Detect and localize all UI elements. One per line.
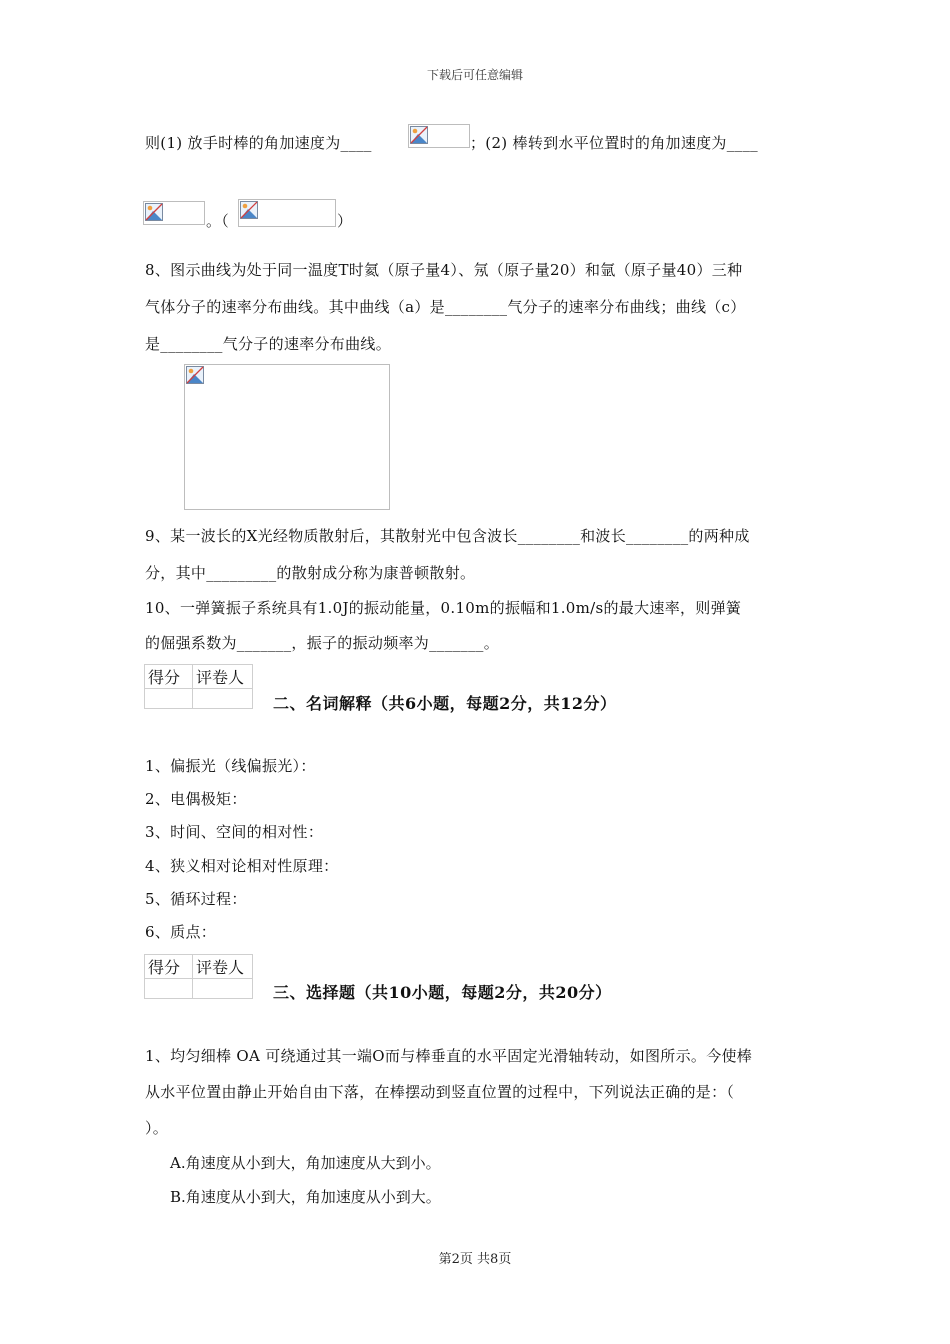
grader-cell [193, 689, 253, 709]
choice-q1-line-b: 从水平位置由静止开始自由下落，在棒摆动到竖直位置的过程中，下列说法正确的是：（ [145, 1083, 735, 1101]
formula-image-1 [408, 124, 470, 148]
q8-line-b: 气体分子的速率分布曲线。其中曲线（a）是________气分子的速率分布曲线；曲线（c） [145, 298, 746, 316]
term-item-5: 5、循环过程： [145, 890, 247, 908]
score-label: 得分 [145, 665, 193, 689]
q8-line-a: 8、图示曲线为处于同一温度T时氦（原子量4）、氖（原子量20）和氩（原子量40）三种 [145, 261, 743, 279]
q9-line-b: 分，其中_________的散射成分称为康普顿散射。 [145, 564, 476, 582]
section-2-title: 二、名词解释（共6小题，每题2分，共12分） [273, 694, 617, 713]
figure-image [184, 364, 390, 510]
score-cell [145, 689, 193, 709]
score-table-2 [144, 954, 253, 999]
formula-image-3 [238, 199, 336, 227]
term-item-4: 4、狭义相对论相对性原理： [145, 857, 339, 875]
q10-line-a: 10、一弹簧振子系统具有1.0J的振动能量，0.10m的振幅和1.0m/s的最大速率，则弹簧 [145, 599, 742, 617]
q9-line-a: 9、某一波长的X光经物质散射后，其散射光中包含波长________和波长________的两种成 [145, 527, 750, 545]
term-item-6: 6、质点： [145, 923, 217, 941]
line-1b: ；(2) 棒转到水平位置时的角加速度为____ [470, 134, 758, 152]
q8-line-c: 是________气分子的速率分布曲线。 [145, 335, 392, 353]
score-cell [145, 979, 193, 999]
line-2b: ） [337, 212, 353, 230]
broken-image-icon [410, 126, 428, 144]
choice-option-a: A.角速度从小到大，角加速度从大到小。 [170, 1154, 441, 1172]
term-item-2: 2、电偶极矩： [145, 790, 247, 808]
broken-image-icon [240, 201, 258, 219]
term-item-3: 3、时间、空间的相对性： [145, 823, 324, 841]
grader-cell [193, 979, 253, 999]
formula-image-2 [143, 201, 205, 225]
score-table-1 [144, 664, 253, 709]
grader-label: 评卷人 [193, 665, 253, 689]
term-item-1: 1、偏振光（线偏振光）： [145, 757, 316, 775]
line-1a: 则(1) 放手时棒的角加速度为____ [145, 134, 372, 152]
page-header: 下载后可任意编辑 [426, 68, 523, 82]
page-footer: 第2页 共8页 [438, 1252, 512, 1267]
choice-q1-line-c: ）。 [145, 1119, 169, 1137]
section-3-title: 三、选择题（共10小题，每题2分，共20分） [273, 983, 612, 1002]
grader-label: 评卷人 [193, 955, 253, 979]
q10-line-b: 的倔强系数为_______，振子的振动频率为_______。 [145, 634, 500, 652]
broken-image-icon [186, 366, 204, 384]
score-label: 得分 [145, 955, 193, 979]
choice-option-b: B.角速度从小到大，角加速度从小到大。 [170, 1188, 441, 1206]
choice-q1-line-a: 1、均匀细棒 OA 可绕通过其一端O而与棒垂直的水平固定光滑轴转动，如图所示。今使棒 [145, 1047, 753, 1065]
broken-image-icon [145, 203, 163, 221]
line-2a: 。（ [206, 212, 230, 230]
